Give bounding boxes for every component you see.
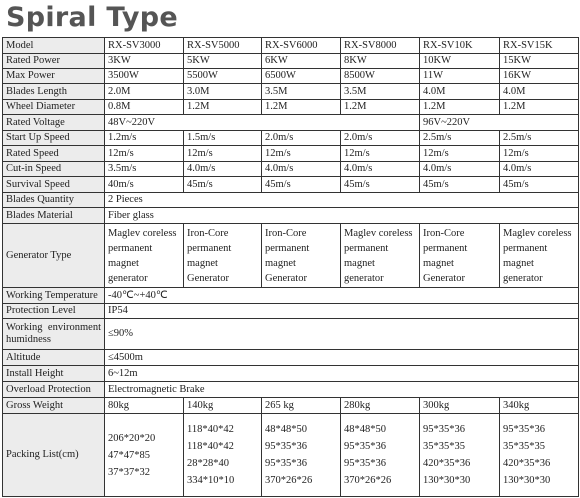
value-cell: Maglev coreless permanent magnet generator [500, 224, 579, 288]
value-cell: Iron-Core permanent magnet Generator [420, 224, 500, 288]
value-cell: 2.5m/s [420, 131, 500, 146]
packing-dimension: 206*20*20 [108, 432, 156, 444]
value-cell: 48V~220V [105, 115, 420, 131]
row-label: Working Temperature [3, 288, 105, 304]
value-cell: Electromagnetic Brake [105, 382, 579, 398]
value-cell: 45m/s [420, 177, 500, 193]
packing-dimension: 118*40*42 [187, 424, 234, 435]
row-label: Survival Speed [3, 177, 105, 193]
packing-dimension: 130*30*30 [503, 475, 551, 486]
row-rated-speed [3, 146, 579, 162]
packing-dimension: 28*28*40 [187, 458, 229, 469]
row-cut-in-speed [3, 162, 579, 177]
value-cell: 4.0M [420, 84, 500, 100]
value-cell: 45m/s [184, 177, 262, 193]
value-cell: 2.0m/s [341, 131, 420, 146]
row-label: Altitude [3, 350, 105, 366]
value-cell: 45m/s [341, 177, 420, 193]
value-cell: 280kg [341, 398, 420, 414]
value-cell: 4.0m/s [262, 162, 341, 177]
row-label: Wheel Diameter [3, 100, 105, 115]
packing-dimension: 47*47*85 [108, 449, 150, 461]
value-cell: 1.2M [500, 100, 579, 115]
packing-dimension: 48*48*50 [265, 424, 307, 435]
row-rated-power [3, 54, 579, 69]
value-cell: 12m/s [262, 146, 341, 162]
value-cell: 4.0m/s [420, 162, 500, 177]
value-cell: 1.2M [420, 100, 500, 115]
model-cell: RX-SV15K [500, 38, 579, 54]
row-start-up-speed [3, 131, 579, 146]
row-install-height [3, 366, 579, 382]
value-cell: 12m/s [105, 146, 184, 162]
value-cell: 8KW [341, 54, 420, 69]
row-max-power [3, 69, 579, 84]
spec-table [2, 37, 579, 497]
value-cell: 2.5m/s [500, 131, 579, 146]
value-cell: Iron-Core permanent magnet Generator [184, 224, 262, 288]
value-cell: 4.0M [500, 84, 579, 100]
value-cell: 3KW [105, 54, 184, 69]
row-working-temperature [3, 288, 579, 304]
row-blades-length [3, 84, 579, 100]
model-cell: RX-SV3000 [105, 38, 184, 54]
row-gross-weight [3, 398, 579, 414]
row-model [3, 38, 579, 54]
row-label: Working environment humidness [3, 319, 105, 350]
packing-dimension: 370*26*26 [344, 475, 392, 486]
value-cell: 45m/s [262, 177, 341, 193]
value-cell: Maglev coreless permanent magnet generator [341, 224, 420, 288]
packing-dimension: 95*35*36 [344, 458, 386, 469]
value-cell: 12m/s [184, 146, 262, 162]
packing-dimension: 35*35*35 [503, 441, 545, 452]
model-cell: RX-SV6000 [262, 38, 341, 54]
value-cell: 3.0M [184, 84, 262, 100]
row-altitude [3, 350, 579, 366]
row-working-environment [3, 319, 579, 350]
packing-dimension: 95*35*36 [344, 441, 386, 452]
row-label: Packing List(cm) [3, 414, 105, 497]
value-cell: ≤4500m [105, 350, 579, 366]
value-cell: 2 Pieces [105, 193, 579, 208]
row-packing-list [3, 414, 579, 497]
row-label: Install Height [3, 366, 105, 382]
packing-dimension: 95*35*36 [265, 441, 307, 452]
packing-dimension: 95*35*36 [503, 424, 545, 435]
value-cell: 16KW [500, 69, 579, 84]
value-cell: 6500W [262, 69, 341, 84]
packing-cell [420, 414, 500, 497]
value-cell: 40m/s [105, 177, 184, 193]
value-cell: IP54 [105, 304, 579, 319]
row-protection-level [3, 304, 579, 319]
value-cell: 2.0m/s [262, 131, 341, 146]
row-label: Start Up Speed [3, 131, 105, 146]
packing-dimension: 37*37*32 [108, 466, 150, 478]
value-cell: 5500W [184, 69, 262, 84]
value-cell: 1.5m/s [184, 131, 262, 146]
value-cell: 3.5M [341, 84, 420, 100]
row-label: Blades Length [3, 84, 105, 100]
value-cell: Iron-Core permanent magnet Generator [262, 224, 341, 288]
row-label: Overload Protection [3, 382, 105, 398]
value-cell: 96V~220V [420, 115, 579, 131]
value-cell: 0.8M [105, 100, 184, 115]
packing-cell [105, 414, 184, 497]
packing-dimension: 420*35*36 [423, 458, 471, 469]
packing-dimension: 130*30*30 [423, 475, 471, 486]
packing-dimension: 370*26*26 [265, 475, 313, 486]
row-label: Model [3, 38, 105, 54]
packing-cell [262, 414, 341, 497]
value-cell: 3.5m/s [105, 162, 184, 177]
value-cell: 12m/s [420, 146, 500, 162]
value-cell: 1.2M [184, 100, 262, 115]
packing-cell [500, 414, 579, 497]
value-cell: 8500W [341, 69, 420, 84]
value-cell: 6~12m [105, 366, 579, 382]
value-cell: 3.5M [262, 84, 341, 100]
value-cell: 1.2m/s [105, 131, 184, 146]
row-generator-type [3, 224, 579, 288]
value-cell: 15KW [500, 54, 579, 69]
packing-dimension: 334*10*10 [187, 475, 235, 486]
value-cell: 3500W [105, 69, 184, 84]
row-label: Generator Type [3, 224, 105, 288]
packing-dimension: 118*40*42 [187, 441, 234, 452]
packing-dimension: 95*35*36 [423, 424, 465, 435]
value-cell: 6KW [262, 54, 341, 69]
row-label: Max Power [3, 69, 105, 84]
row-label: Cut-in Speed [3, 162, 105, 177]
value-cell: 11W [420, 69, 500, 84]
value-cell: 300kg [420, 398, 500, 414]
value-cell: -40℃~+40℃ [105, 288, 579, 304]
value-cell: 340kg [500, 398, 579, 414]
packing-dimension: 420*35*36 [503, 458, 551, 469]
row-label: Blades Material [3, 208, 105, 224]
value-cell: 140kg [184, 398, 262, 414]
row-label: Rated Voltage [3, 115, 105, 131]
row-wheel-diameter [3, 100, 579, 115]
page-title: Spiral Type [6, 2, 178, 33]
value-cell: Maglev coreless permanent magnet generator [105, 224, 184, 288]
packing-dimension: 48*48*50 [344, 424, 386, 435]
value-cell: 12m/s [500, 146, 579, 162]
value-cell: Fiber glass [105, 208, 579, 224]
packing-dimension: 35*35*35 [423, 441, 465, 452]
packing-dimension: 95*35*36 [265, 458, 307, 469]
row-blades-quantity [3, 193, 579, 208]
value-cell: 12m/s [341, 146, 420, 162]
row-overload-protection [3, 382, 579, 398]
row-survival-speed [3, 177, 579, 193]
value-cell: 4.0m/s [500, 162, 579, 177]
packing-cell [341, 414, 420, 497]
value-cell: 45m/s [500, 177, 579, 193]
value-cell: ≤90% [105, 319, 579, 350]
row-label: Gross Weight [3, 398, 105, 414]
value-cell: 4.0m/s [184, 162, 262, 177]
packing-cell [184, 414, 262, 497]
row-label: Protection Level [3, 304, 105, 319]
value-cell: 5KW [184, 54, 262, 69]
model-cell: RX-SV8000 [341, 38, 420, 54]
value-cell: 1.2M [262, 100, 341, 115]
row-label: Rated Speed [3, 146, 105, 162]
row-label: Blades Quantity [3, 193, 105, 208]
value-cell: 265 kg [262, 398, 341, 414]
value-cell: 1.2M [341, 100, 420, 115]
row-blades-material [3, 208, 579, 224]
row-rated-voltage [3, 115, 579, 131]
value-cell: 2.0M [105, 84, 184, 100]
row-label: Rated Power [3, 54, 105, 69]
value-cell: 4.0m/s [341, 162, 420, 177]
model-cell: RX-SV5000 [184, 38, 262, 54]
value-cell: 10KW [420, 54, 500, 69]
model-cell: RX-SV10K [420, 38, 500, 54]
value-cell: 80kg [105, 398, 184, 414]
